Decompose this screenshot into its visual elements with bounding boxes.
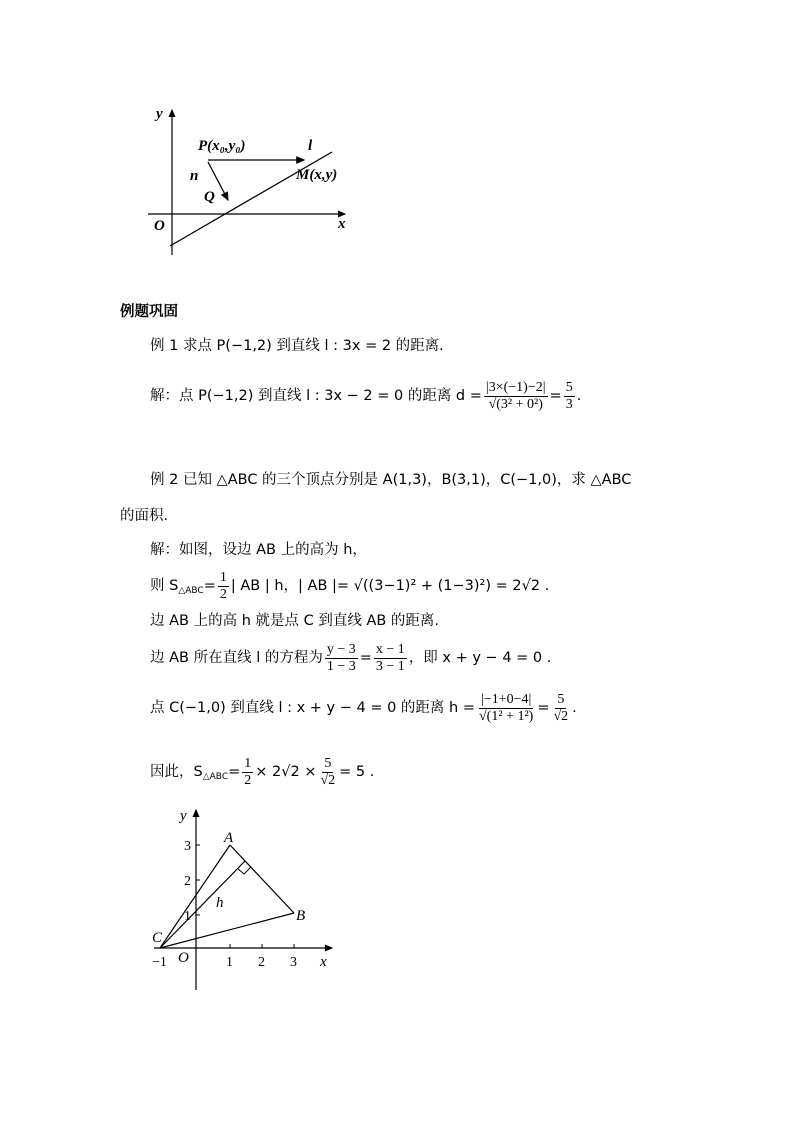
ex1-result-fraction [564,380,575,413]
example-2-solution-line-4 [150,638,551,678]
label-x: x [338,216,346,232]
example-2-solution-line-5 [150,688,577,728]
example-2-solution-line-3: 边 AB 上的高 h 就是点 C 到直线 AB 的距离. [150,613,440,629]
ex2-s-den: 2 [244,772,252,788]
ex2-half-den: 2 [219,586,227,602]
ex2-h-res-den: √2 [553,708,569,724]
ex2-half-fraction [218,570,229,603]
ex2-s-num: 1 [244,755,252,771]
ex2-s2-den: √2 [320,772,336,788]
ex2-sol2-mid: | AB | h，| AB |= √((3−1)² + (1−3)²) = 2√2 . [230,578,550,594]
label-origin: O [178,950,189,966]
ex2-sol5-prefix: 点 C(−1,0) 到直线 l : x + y − 4 = 0 的距离 h = [150,700,475,716]
ex2-line-eq: = [359,650,372,666]
ex2-sol6-sub: △ABC [202,772,229,782]
ex2-h-res-num: 5 [557,691,565,707]
ex2-half-num: 1 [219,569,227,585]
example-2-solution-line-6 [150,752,374,792]
label-origin: O [154,218,165,234]
ex2-sol2-prefix: 则 S [150,578,179,594]
ex2-s-half-fraction [242,756,253,789]
ex2-sol6-prefix: 因此，S [150,764,203,780]
example-2-question-line-2: 的面积. [120,508,169,524]
ex2-sol6-end: = 5 . [339,764,375,780]
ex1-denominator: √(3² + 0²) [488,396,543,412]
label-B: B [296,908,306,924]
ex2-sol2-eq: = [203,578,216,594]
x-tick-label-3: 3 [290,955,297,970]
ex2-sol4-prefix: 边 AB 所在直线 l 的方程为 [150,650,323,666]
ex2-line-num2: x − 1 [375,641,405,657]
ex2-s2-num: 5 [324,755,332,771]
ex1-distance-fraction [484,380,548,413]
label-C: C [152,930,163,946]
figure-2-triangle-diagram [140,800,350,1000]
side-AB [230,845,294,913]
ex2-h-eq: = [537,700,550,716]
figure-1-distance-diagram [140,100,360,260]
y-tick-label-1: 1 [184,909,191,924]
example-1-question: 例 1 求点 P(−1,2) 到直线 l : 3x = 2 的距离. [150,338,444,354]
ex1-solution-prefix: 解：点 P(−1,2) 到直线 l : 3x − 2 = 0 的距离 d = [150,388,482,404]
ex2-line-den1: 1 − 3 [326,658,356,674]
ex1-numerator: |3×(−1)−2| [485,379,546,395]
example-2-solution-line-2 [150,566,549,606]
ex2-sol2-sub: △ABC [178,586,204,596]
ex2-s2-fraction [318,756,337,789]
label-n: n [190,168,199,184]
label-y: y [156,106,163,122]
ex2-line-den2: 3 − 1 [375,658,405,674]
ex2-sol6-eq: = [228,764,241,780]
example-2-question-line-1: 例 2 已知 △ABC 的三个顶点分别是 A(1,3)，B(3,1)，C(−1,0)，求 △ABC [150,472,632,488]
ex2-sol4-suffix: ，即 x + y − 4 = 0 . [408,650,552,666]
ex1-end: . [576,388,582,404]
label-l: l [308,138,313,154]
label-h: h [216,895,224,911]
right-angle-mark [238,867,251,874]
ex1-equals: = [549,388,562,404]
example-2-solution-line-1: 解：如图，设边 AB 上的高为 h， [150,542,367,558]
example-1-solution [150,376,581,416]
label-A: A [224,830,234,846]
ex2-line-fraction-2 [374,642,407,675]
label-x: x [320,954,327,970]
ex2-sol5-end: . [572,700,577,716]
y-tick-label-3: 3 [184,839,191,854]
ex2-h-fraction [477,692,535,725]
label-P: P(x₀,y₀) [198,138,246,154]
label-y: y [180,808,187,824]
height-h [160,861,245,948]
ex2-h-num: |−1+0−4| [481,691,532,707]
x-tick-label-2: 2 [258,955,265,970]
label-Q: Q [204,189,215,205]
ex2-line-num1: y − 3 [326,641,356,657]
section-heading: 例题巩固 [120,304,178,320]
x-tick-label-neg1: −1 [152,955,167,970]
label-M: M(x,y) [296,167,338,183]
ex2-h-result-fraction [551,692,570,725]
x-tick-label-1: 1 [226,955,233,970]
y-tick-label-2: 2 [184,874,191,889]
ex2-h-den: √(1² + 1²) [479,708,534,724]
ex1-result-den: 3 [565,396,573,412]
ex1-result-num: 5 [565,379,573,395]
ex2-line-fraction-1 [325,642,358,675]
y-ticks [196,845,200,915]
ex2-sol6-mid: × 2√2 × [255,764,317,780]
